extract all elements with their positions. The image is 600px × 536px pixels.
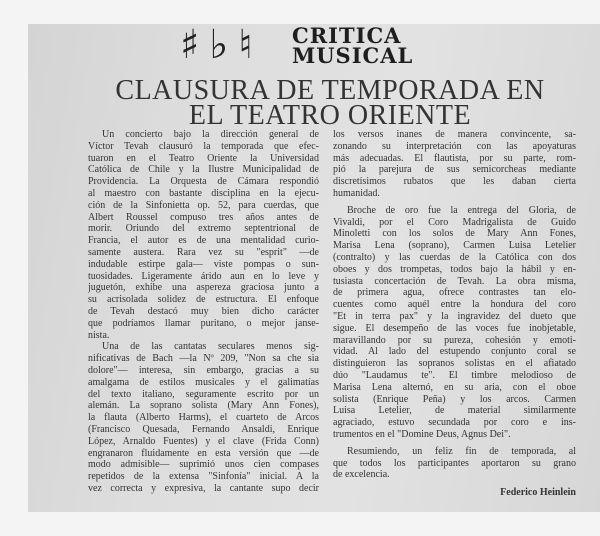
- text-line: pió la parejura de sus semicorcheas mediante: [333, 164, 576, 176]
- text-line: discretísimos rubatos que les daban cierta: [333, 176, 576, 188]
- text-line: cuentes como aquél entre la hondura del coro: [333, 299, 576, 311]
- text-line: Marisa Lena (soprano), Carmen Luisa Letelier: [333, 240, 576, 252]
- text-line: nificativas de Bach —la Nº 209, "Non sa che sia: [88, 353, 319, 365]
- text-line: Un concierto bajo la dirección general de: [102, 129, 319, 140]
- text-line: engranaron fluidamente en esta versión que —de: [88, 447, 319, 459]
- text-line: más adecuadas. El flautista, por su parte, rom-: [333, 152, 576, 164]
- article-column-right: [333, 129, 576, 499]
- text-line: maravillando por su pureza, cohesión y emoti-: [333, 334, 576, 346]
- text-line: los versos inanes de manera convincente, sa-: [333, 129, 576, 140]
- section-heading-line: MUSICAL: [292, 43, 414, 68]
- text-line: Marisa Lena alternó, en su aria, con el oboe: [333, 381, 576, 393]
- text-line: agraciado, estuvo secundada por coro e ins-: [333, 417, 576, 429]
- author-signature: Federico Heinlein: [500, 487, 576, 499]
- text-line: Víctor Tevah clausuró la temporada que efec-: [88, 140, 319, 152]
- article-title-line-1: CLAUSURA DE TEMPORADA EN: [115, 75, 545, 106]
- text-line: oboes y dos trompetas, todos bajo la hábil y en-: [333, 263, 576, 275]
- text-line: repetidos de la extensa "Sinfonía" inicial. A la: [88, 471, 319, 483]
- article-title-line-2: EL TEATRO ORIENTE: [188, 100, 472, 131]
- text-line: amalgama de estilos musicales y el galimatías: [88, 376, 319, 388]
- section-heading: [292, 23, 414, 68]
- text-line: López, Arnaldo Fuentes) y el clave (Frida Conn): [88, 435, 319, 447]
- text-line: Albert Roussel compuso tres años antes de: [88, 211, 319, 223]
- text-line: Francia, el autor es de una mentalidad curio-: [88, 235, 319, 247]
- text-line: de Tevah destacó muy bien dicho carácter: [88, 305, 319, 317]
- text-line: Una de las cantatas seculares menos sig-: [102, 341, 319, 353]
- text-line: Vivaldi, por el Coro Madrigalista de Guido: [333, 216, 576, 228]
- text-line: de excelencia.: [333, 469, 390, 481]
- text-line: vez correcta y expresiva, la cantante supo decir: [88, 482, 319, 494]
- text-line: su acrisolada solidez de estructura. El enfoque: [88, 294, 319, 306]
- text-line: Católica de Chile y la Ilustre Municipalidad de: [88, 164, 319, 176]
- text-line: vidad. Al lado del estupendo conjunto coral se: [333, 346, 576, 358]
- text-line: (Francisco Quesada, Fernando Ansaldi, Enrique: [88, 423, 319, 435]
- music-symbols-logo: ♯♭♮: [180, 22, 263, 68]
- text-line: trumentos en el "Domine Deus, Agnus Dei".: [333, 428, 511, 440]
- text-line: Minoletti con los solos de Mary Ann Fones,: [333, 228, 576, 240]
- text-line: Luisa Letelier, de material similarmente: [333, 405, 576, 417]
- text-line: dúo "Laudamus te". El timbre melodioso de: [333, 369, 576, 381]
- text-line: que todos los participantes aportaron su grano: [333, 457, 576, 469]
- text-line: del texto italiano, seguramente escrito por un: [88, 388, 319, 400]
- text-line: dolore"— interesa, sin embargo, gracias a su: [88, 364, 319, 376]
- text-line: ción de la Sinfonietta op. 52, para cuerdas, que: [88, 199, 319, 211]
- text-line: morir. Oriundo del extremo septentrional de: [88, 223, 319, 235]
- text-line: la flauta (Alberto Harms), el cuarteto de Arcos: [88, 412, 319, 424]
- text-line: alemán. La soprano solista (Mary Ann Fones),: [88, 400, 319, 412]
- text-line: samente austera. Rara vez su "esprit" —de: [88, 246, 319, 258]
- text-line: humanidad.: [333, 187, 380, 199]
- text-line: modo admisible— suprimió unos cien compases: [88, 459, 319, 471]
- text-line: Broche de oro fue la entrega del Gloria, de: [347, 204, 576, 216]
- text-line: zonando su interpretación con las apoyaturas: [333, 140, 576, 152]
- text-line: Providencia. La Orquesta de Cámara respondió: [88, 176, 319, 188]
- text-line: tuosidades. Ligeramente árido aun en lo leve y: [88, 270, 319, 282]
- text-line: Resumiendo, un feliz fin de temporada, al: [347, 445, 576, 457]
- text-line: (contralto) y las cuerdas de la Católica con dos: [333, 251, 576, 263]
- section-heading-line: CRITICA: [292, 23, 402, 48]
- text-line: solista (Enrique Peña) y los arcos. Carmen: [333, 393, 576, 405]
- text-line: sigue. El desempeño de las voces fue inobjetable,: [333, 322, 576, 334]
- text-line: juguetón, exhibe una aspereza graciosa junto a: [88, 282, 319, 294]
- text-line: de primera agua, ofrece contrastes tan elo-: [333, 287, 576, 299]
- text-line: nista.: [88, 329, 110, 341]
- text-line: que podríamos llamar puritano, o mejor janse-: [88, 317, 319, 329]
- text-line: al maestro con bastante disciplina en la ejecu-: [88, 187, 319, 199]
- text-line: tuaron en el Teatro Oriente la Universidad: [88, 152, 319, 164]
- text-line: indudable estirpe gala— viste pompas o sun-: [88, 258, 319, 270]
- text-line: "Et in terra pax" y la ingravidez del dueto que: [333, 310, 576, 322]
- article-column-left: [88, 129, 319, 495]
- text-line: distinguieron las sopranos solistas en el afiatado: [333, 358, 576, 370]
- text-line: tusiasta concertación de Tevah. La obra misma,: [333, 275, 576, 287]
